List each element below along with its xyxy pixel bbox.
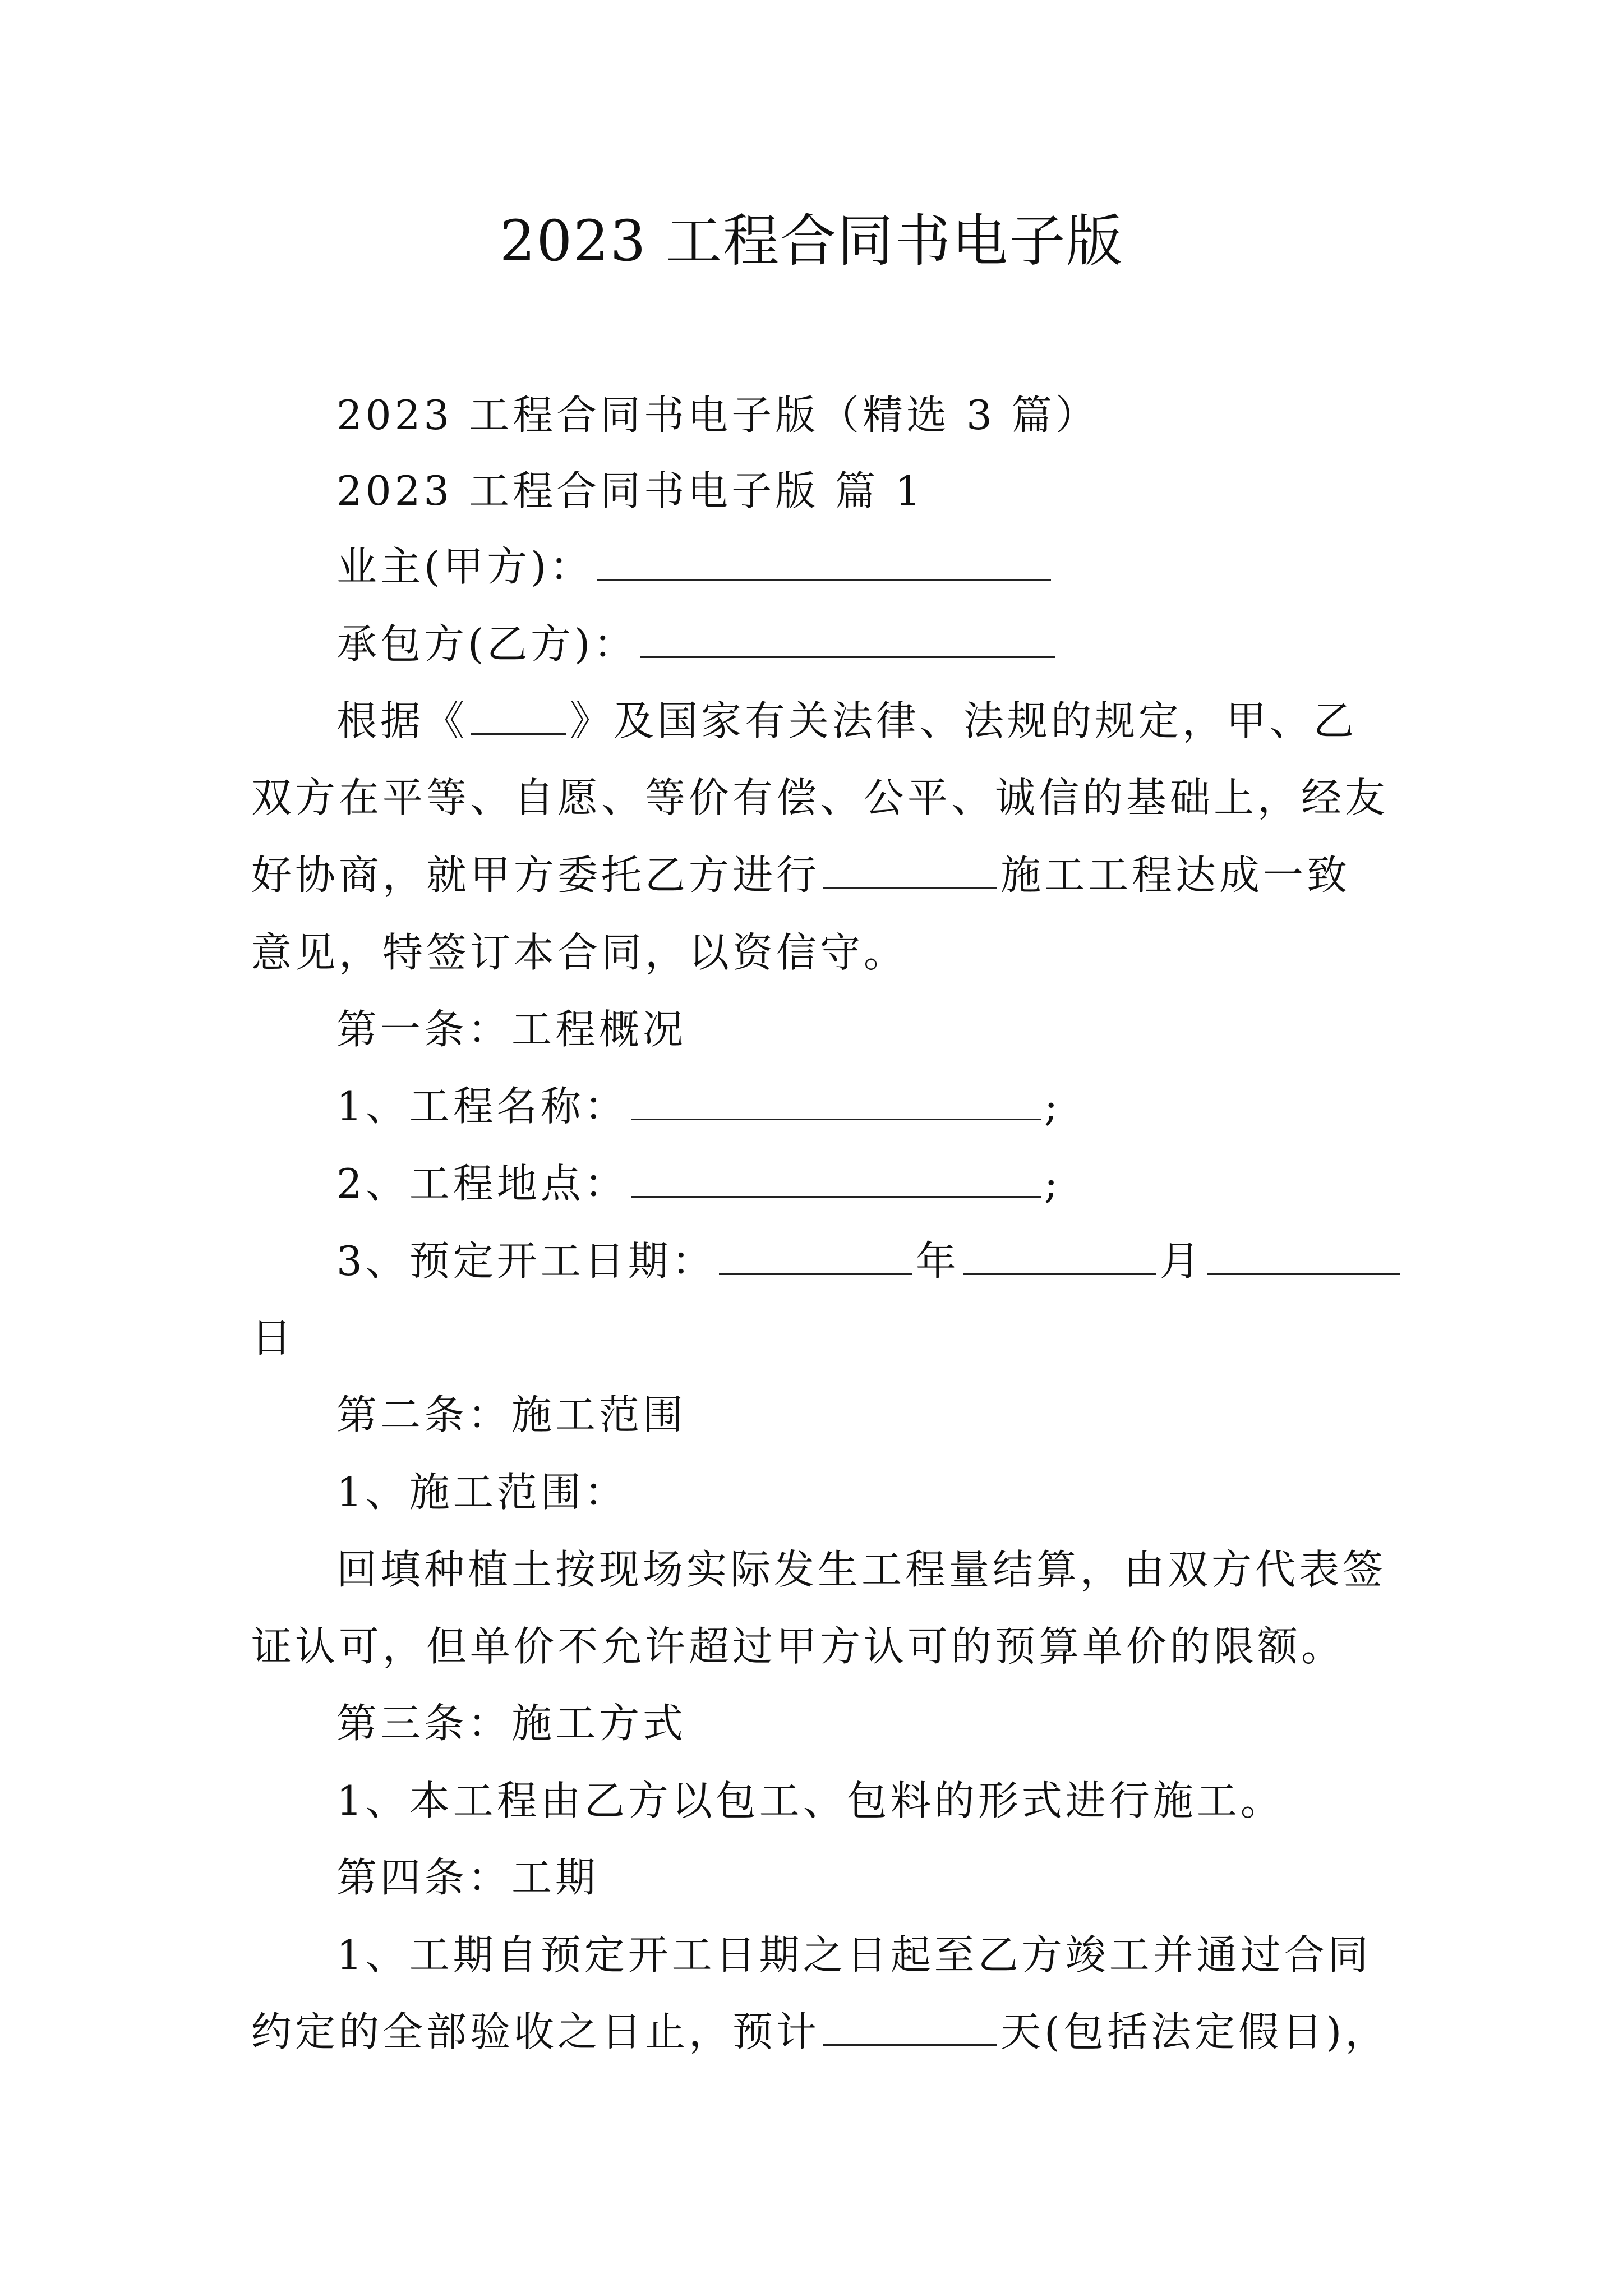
contractor-blank-field[interactable]: [640, 616, 1055, 658]
owner-blank-field[interactable]: [597, 539, 1051, 581]
para1-line1: [336, 693, 1357, 749]
article1-day-label: 日: [251, 1314, 296, 1361]
owner-line: [336, 539, 1054, 595]
start-year-blank-field[interactable]: [719, 1233, 912, 1275]
article2-text-line1: 回填种植土按现场实际发生工程量结算，由双方代表签: [336, 1546, 1387, 1593]
article4-item1-line2: [251, 2004, 1389, 2060]
month-label: 月: [1159, 1237, 1204, 1285]
article4-heading: 第四条：工期: [336, 1854, 600, 1901]
part-heading: 2023 工程合同书电子版 篇 1: [336, 467, 924, 514]
article1-heading: 第一条：工程概况: [336, 1006, 687, 1053]
year-label: 年: [915, 1237, 960, 1285]
article4-text: 天(包括法定假日)，: [1000, 2008, 1389, 2055]
para1-line2: 双方在平等、自愿、等价有偿、公平、诚信的基础上，经友: [251, 774, 1389, 821]
item-label: 1、工程名称：: [336, 1083, 628, 1130]
semicolon: ;: [1044, 1160, 1062, 1207]
para1-line3: [251, 847, 1350, 903]
start-month-blank-field[interactable]: [963, 1233, 1156, 1275]
para1-text: 根据《: [336, 697, 468, 744]
item-label: 2、工程地点：: [336, 1160, 628, 1207]
owner-label: 业主(甲方)：: [336, 543, 594, 590]
article4-item1-line1: 1、工期自预定开工日期之日起至乙方竣工并通过合同: [336, 1931, 1372, 1978]
article1-item1: [336, 1078, 1061, 1134]
article3-heading: 第三条：施工方式: [336, 1700, 687, 1747]
article2-heading: 第二条：施工范围: [336, 1391, 687, 1438]
article2-text-line2: 证认可，但单价不允许超过甲方认可的预算单价的限额。: [251, 1623, 1345, 1670]
article2-item1: 1、施工范围：: [336, 1469, 628, 1516]
project-blank-field[interactable]: [823, 847, 997, 889]
project-location-blank-field[interactable]: [631, 1156, 1041, 1198]
article3-item1: 1、本工程由乙方以包工、包料的形式进行施工。: [336, 1777, 1284, 1824]
start-day-blank-field[interactable]: [1207, 1233, 1400, 1275]
article1-item2: [336, 1156, 1061, 1212]
contractor-label: 承包方(乙方)：: [336, 620, 638, 668]
document-title: 2023 工程合同书电子版: [499, 208, 1124, 274]
project-name-blank-field[interactable]: [631, 1078, 1041, 1120]
item-label: 3、预定开工日期：: [336, 1237, 716, 1285]
para1-text: 施工工程达成一致: [1000, 852, 1351, 899]
document-subtitle: 2023 工程合同书电子版（精选 3 篇）: [336, 392, 1099, 439]
article1-item3: [336, 1233, 1404, 1289]
duration-days-blank-field[interactable]: [823, 2004, 997, 2046]
para1-text: 好协商，就甲方委托乙方进行: [251, 852, 820, 899]
contractor-line: [336, 616, 1059, 672]
law-name-blank-field[interactable]: [471, 693, 566, 735]
article4-text: 约定的全部验收之日止，预计: [251, 2008, 820, 2055]
para1-text: 》及国家有关法律、法规的规定，甲、乙: [570, 697, 1358, 744]
para1-line4: 意见，特签订本合同，以资信守。: [251, 929, 908, 976]
semicolon: ;: [1044, 1083, 1062, 1130]
